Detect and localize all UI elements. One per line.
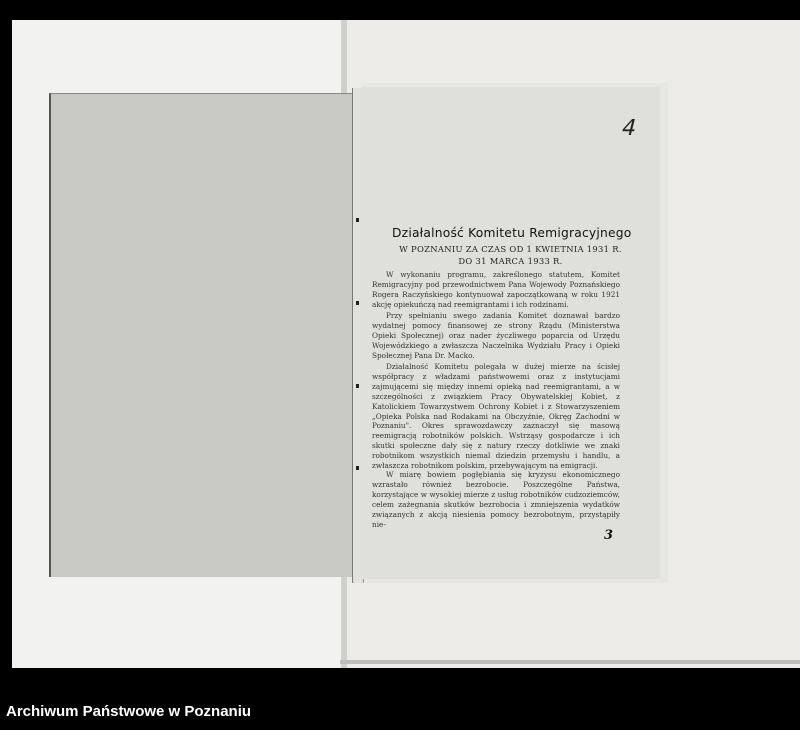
paragraph-3: Działalność Komitetu polegała w dużej mierze na ścisłej współpracy z władzami państwowemi oraz z instytucjami zajmującemi się między innemi opieką nad reemigrantami, a w szczególności z związkiem Pracy Obywatelskiej Kobiet, z Katolickiem Towarzystwem Ochrony Kobiet i z Stowarzyszeniem „Opieka Polska nad Rodakami na Obczyźnie, Okręg Zachodni w Poznaniu". Okres sprawozdawczy zaznaczył się masową reemigracją robotników polskich. Wstrząsy gospodarcze i ich skutki społeczne dały się z natury rzeczy dotkliwie we znaki robotnikom wszystkich niemal dziedzin przemysłu i handlu, a zwłaszcza robotnikom polskim, przebywającym na emigracji.: [372, 362, 620, 471]
archive-caption: Archiwum Państwowe w Poznaniu: [6, 703, 252, 720]
staple-mark: [356, 301, 359, 305]
background-edge: [340, 660, 800, 664]
caption-bar: [0, 690, 800, 730]
document-subtitle-line2: DO 31 MARCA 1933 R.: [458, 256, 563, 266]
left-page-blank: [49, 93, 358, 577]
staple-mark: [356, 466, 359, 470]
paragraph-4: W miarę bowiem pogłębiania się kryzysu ekonomicznego wzrastało również bezrobocie. Poszczególne Państwa, korzystające w wysokiej mierze z usług robotników cudzoziemców, celem zażegnania skutków bezrobocia i zmniejszenia wydatków związanych z akcją niesienia pomocy bezrobotnym, przystąpiły nie-: [372, 470, 620, 529]
printed-page-number: 3: [604, 528, 614, 543]
staple-mark: [356, 218, 359, 222]
document-subtitle-line1: W POZNANIU ZA CZAS OD 1 KWIETNIA 1931 R.: [399, 244, 622, 254]
document-title: Działalność Komitetu Remigracyjnego: [392, 226, 632, 240]
staple-mark: [356, 384, 359, 388]
paragraph-2: Przy spełnianiu swego zadania Komitet doznawał bardzo wydatnej pomocy finansowej ze strony Rządu (Ministerstwa Opieki Społecznej) oraz nader życzliwego poparcia od Urzędu Wojewódzkiego a zwłaszcza Naczelnika Wydziału Pracy i Opieki Społecznej Pana Dr. Macko.: [372, 311, 620, 360]
handwritten-page-number: 4: [618, 116, 640, 141]
paragraph-1: W wykonaniu programu, zakreślonego statutem, Komitet Remigracyjny pod przewodnictwem Pana Wojewody Poznańskiego Rogera Raczyńskiego kontynuował zapoczątkowaną w roku 1921 akcję opiekuńczą nad reemigrantami i ich rodzinami.: [372, 270, 620, 309]
